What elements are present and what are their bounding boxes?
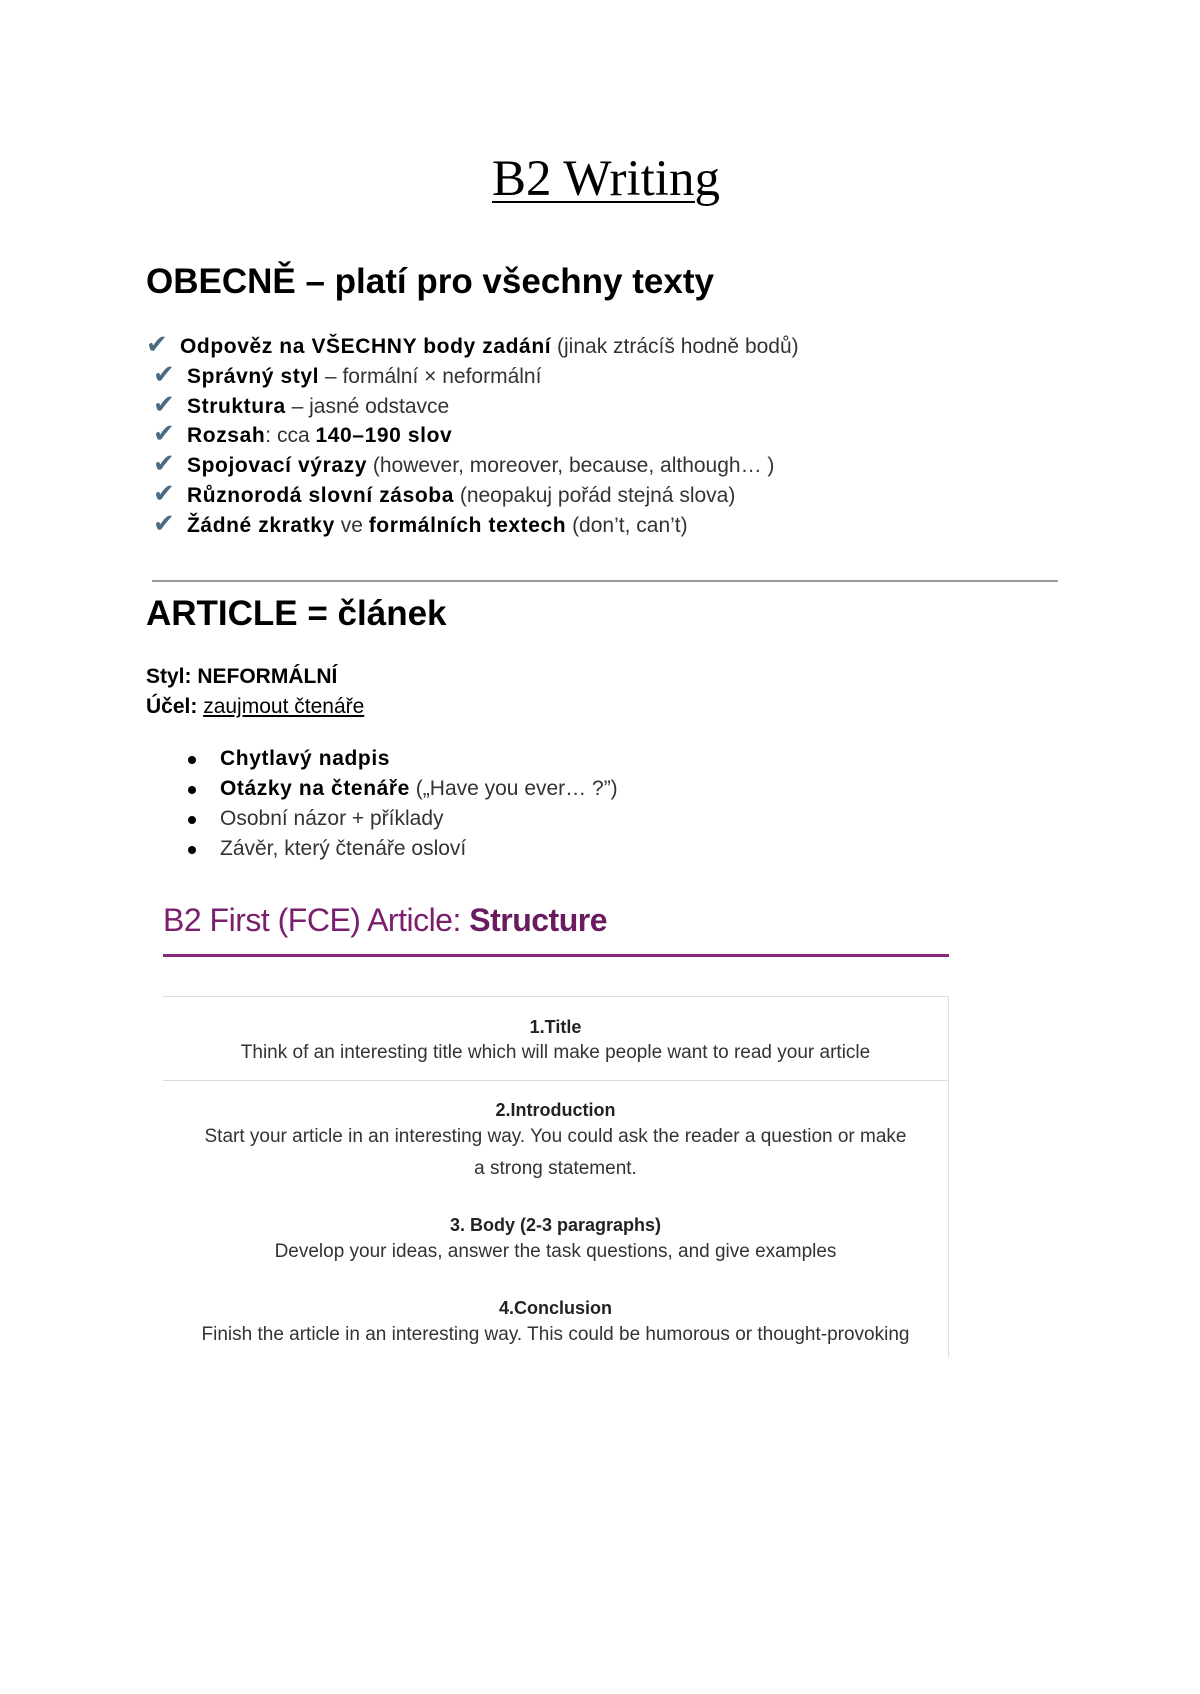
checklist-item: ✔ Rozsah: cca 140–190 slov (153, 418, 453, 449)
horizontal-divider (152, 580, 1058, 582)
article-purpose-line: Účel: zaujmout čtenáře (146, 695, 365, 718)
section-text-body: Develop your ideas, answer the task questions, and give examples (274, 1241, 837, 1262)
checklist-item: ✔ Spojovací výrazy (however, moreover, because, although… ) (153, 448, 775, 479)
check-icon: ✔ (153, 418, 175, 449)
general-heading: OBECNĚ – platí pro všechny texty (146, 262, 714, 301)
check-icon: ✔ (146, 329, 168, 359)
check-icon: ✔ (153, 507, 175, 538)
list-item: Chytlavý nadpis (188, 744, 618, 774)
section-text-introduction-1: Start your article in an interesting way. You could ask the reader a question or make (204, 1126, 907, 1147)
document-title: B2 Writing (492, 151, 720, 207)
section-title-conclusion: 4.Conclusion (498, 1298, 612, 1318)
section-title-introduction: 2.Introduction (495, 1100, 616, 1120)
check-icon: ✔ (153, 358, 175, 389)
section-text-introduction-2: a strong statement. (474, 1158, 637, 1179)
list-item: Závěr, který čtenáře osloví (188, 834, 618, 864)
checklist-item: ✔ Žádné zkratky ve formálních textech (don’t, can’t) (153, 507, 688, 538)
section-title-title: 1.Title (529, 1017, 582, 1037)
list-item: Otázky na čtenáře („Have you ever… ?”) (188, 774, 618, 804)
checklist-item: ✔ Různorodá slovní zásoba (neopakuj pořád stejná slova) (153, 477, 736, 508)
checklist-item: ✔ Správný styl – formální × neformální (153, 358, 542, 389)
check-icon: ✔ (153, 477, 175, 508)
general-checklist (146, 330, 799, 539)
checklist-item: ✔ Struktura – jasné odstavce (153, 388, 450, 419)
list-item: Osobní názor + příklady (188, 804, 618, 834)
section-text-conclusion: Finish the article in an interesting way. This could be humorous or thought-provoking (201, 1324, 910, 1345)
article-style-line: Styl: NEFORMÁLNÍ (146, 665, 338, 688)
checklist-item: ✔ Odpověz na VŠECHNY body zadání (jinak ztrácíš hodně bodů) (146, 329, 799, 359)
section-text-title: Think of an interesting title which will make people want to read your article (240, 1042, 871, 1063)
article-heading: ARTICLE = článek (146, 594, 447, 633)
structure-table (163, 996, 949, 1357)
check-icon: ✔ (153, 388, 175, 419)
row-divider (163, 1080, 948, 1081)
section-title-body: 3. Body (2-3 paragraphs) (449, 1215, 662, 1235)
check-icon: ✔ (153, 448, 175, 479)
fce-structure-title: B2 First (FCE) Article: Structure (163, 902, 607, 938)
article-bullet-list (188, 744, 618, 864)
fce-title-underline (163, 954, 949, 957)
